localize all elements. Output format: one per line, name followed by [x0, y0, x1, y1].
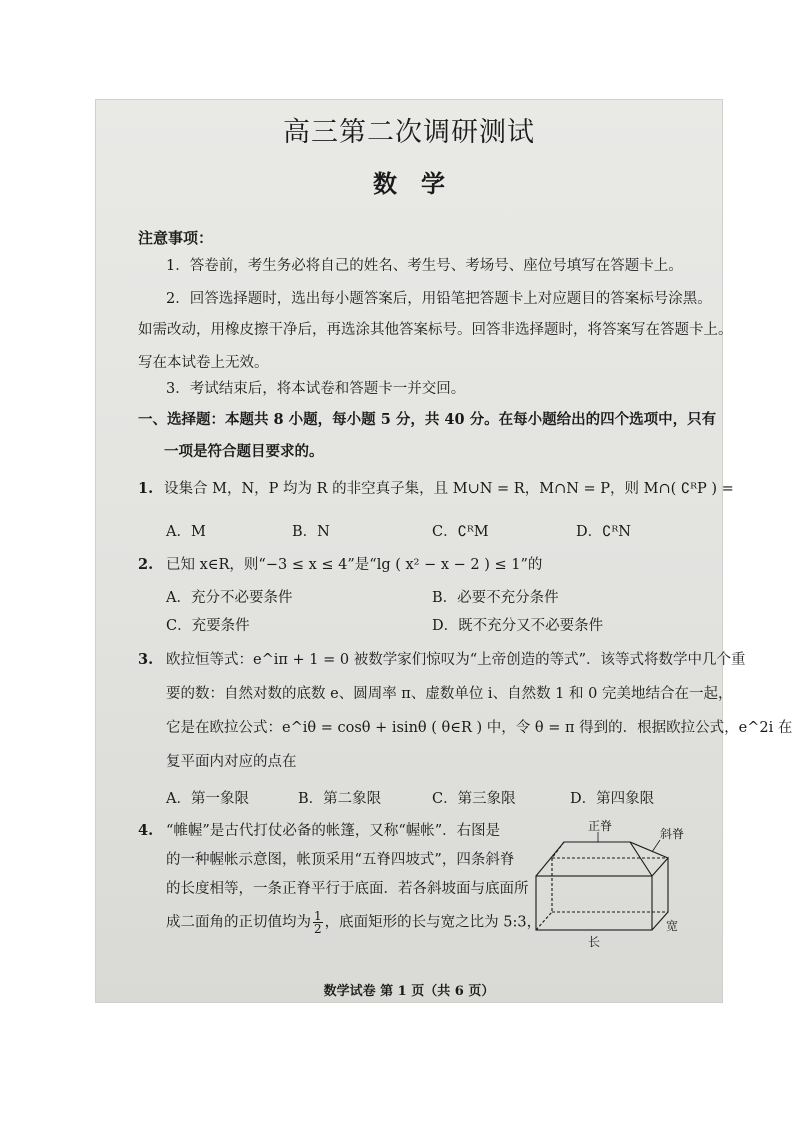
exam-title: 高三第二次调研测试	[283, 117, 535, 148]
q3-option-c: C．第三象限	[432, 791, 516, 807]
q1-stem: 设集合 M，N，P 均为 R 的非空真子集，且 M∪N = R，M∩N = P，则 M∩( ∁ᴿP ) =	[164, 481, 734, 497]
q2-stem: 已知 x∈R，则“−3 ≤ x ≤ 4”是“lg ( x² − x − 2 ) ≤ 1”的	[166, 557, 543, 573]
tent-diagram	[526, 818, 706, 950]
q4-number: 4.	[138, 822, 154, 839]
q4-line-4-post: ，底面矩形的长与宽之比为 5:3，	[324, 914, 542, 931]
q1-option-b: B．N	[292, 524, 330, 540]
q4-line-3: 的长度相等，一条正脊平行于底面．若各斜坡面与底面所	[166, 881, 529, 897]
notice-item-1: 1．答卷前，考生务必将自己的姓名、考生号、考场号、座位号填写在答题卡上。	[166, 258, 683, 274]
length-label: 长	[588, 935, 601, 949]
section-1-heading-cont: 一项是符合题目要求的。	[164, 443, 324, 460]
q2-option-c: C．充要条件	[166, 618, 250, 634]
q4-line-1: “帷幄”是古代打仗必备的帐篷，又称“幄帐”．右图是	[166, 823, 501, 839]
q4-line-2: 的一种幄帐示意图，帐顶采用“五脊四坡式”，四条斜脊	[166, 852, 515, 868]
q2-option-d: D．既不充分又不必要条件	[432, 618, 604, 634]
q3-number: 3.	[138, 651, 154, 668]
q4-fraction	[313, 910, 323, 935]
q3-line-3: 它是在欧拉公式：e^iθ = cosθ + isinθ ( θ∈R ) 中，令 θ = π 得到的．根据欧拉公式，e^2i 在	[166, 720, 793, 736]
q1-option-a: A．M	[166, 524, 206, 540]
notice-heading: 注意事项：	[138, 229, 214, 247]
notice-item-3: 3．考试结束后，将本试卷和答题卡一并交回。	[166, 381, 466, 397]
page-footer: 数学试卷 第 1 页（共 6 页）	[323, 984, 495, 999]
notice-item-2-line-3: 写在本试卷上无效。	[138, 355, 269, 371]
q3-line-4: 复平面内对应的点在	[166, 754, 297, 770]
q4-fraction-numerator: 1	[314, 909, 322, 923]
q2-option-a: A．充分不必要条件	[166, 590, 293, 606]
q4-line-4	[166, 910, 541, 935]
q3-line-2: 要的数：自然对数的底数 e、圆周率 π、虚数单位 i、自然数 1 和 0 完美地结合在一起，	[166, 686, 733, 702]
q1-option-c: C．∁ᴿM	[432, 524, 489, 540]
exam-subject: 数学	[373, 169, 469, 198]
section-1-heading: 一、选择题：本题共 8 小题，每小题 5 分，共 40 分。在每小题给出的四个选项中，只有	[138, 411, 717, 428]
q4-line-4-pre: 成二面角的正切值均为	[166, 914, 311, 931]
q3-option-a: A．第一象限	[166, 791, 249, 807]
q3-option-b: B．第二象限	[298, 791, 382, 807]
q2-option-b: B．必要不充分条件	[432, 590, 559, 606]
q1-option-d: D．∁ᴿN	[576, 524, 631, 540]
ridge-label: 正脊	[588, 819, 613, 833]
q4-fraction-denominator: 2	[314, 922, 322, 936]
notice-item-2-line-2: 如需改动，用橡皮擦干净后，再选涂其他答案标号。回答非选择题时，将答案写在答题卡上。	[138, 322, 733, 338]
exam-page	[96, 100, 793, 1002]
q3-line-1: 欧拉恒等式：e^iπ + 1 = 0 被数学家们惊叹为“上帝创造的等式”．该等式将数学中几个重	[166, 652, 746, 668]
q2-number: 2.	[138, 556, 154, 573]
width-label: 宽	[666, 919, 679, 933]
slant-ridge-label: 斜脊	[660, 827, 685, 841]
q3-option-d: D．第四象限	[570, 791, 655, 807]
q1-number: 1.	[138, 480, 154, 497]
notice-item-2-line-1: 2．回答选择题时，选出每小题答案后，用铅笔把答题卡上对应题目的答案标号涂黑。	[166, 291, 712, 307]
